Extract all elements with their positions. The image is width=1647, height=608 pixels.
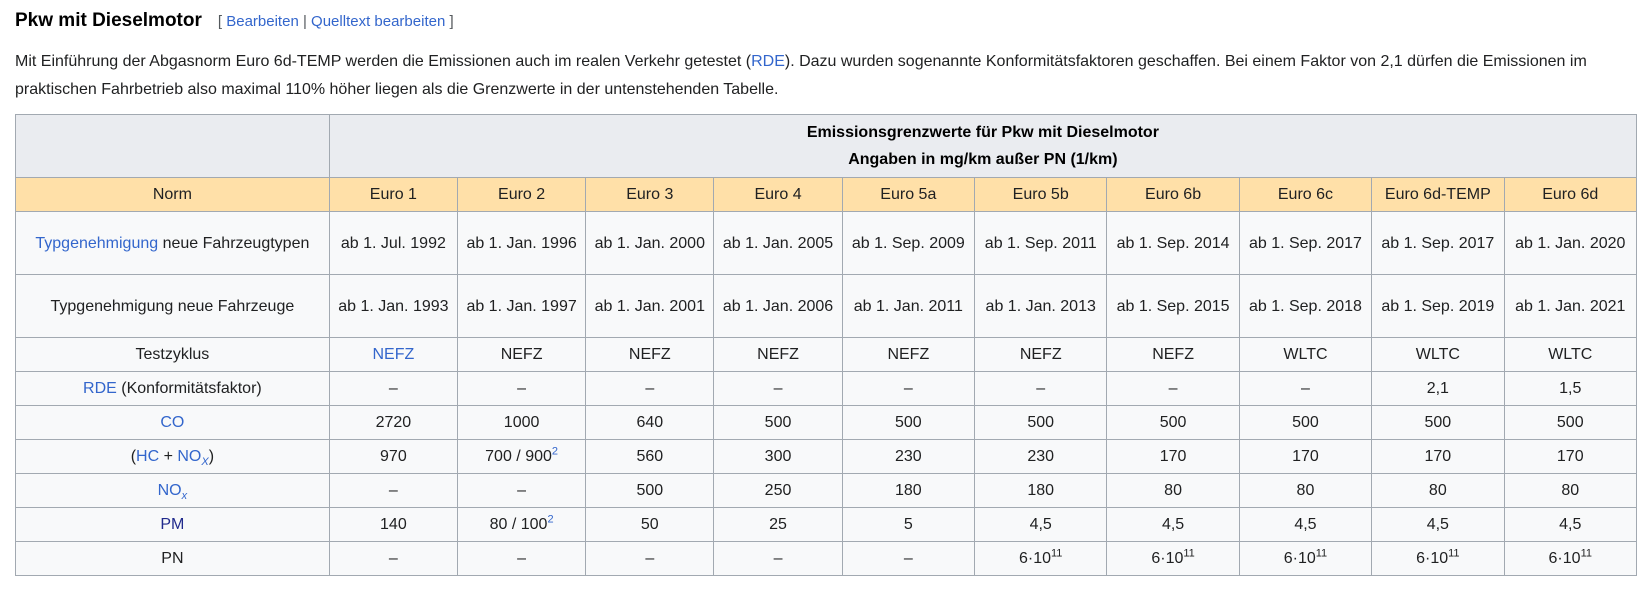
- caption-line-2: Angaben in mg/km außer PN (1/km): [848, 151, 1118, 168]
- table-cell: 500: [1372, 406, 1504, 440]
- paren-close: ): [208, 448, 215, 465]
- row-label-pm: [16, 508, 330, 542]
- co-link[interactable]: CO: [160, 414, 185, 431]
- edit-bracket-open: [: [217, 13, 223, 30]
- table-cell: 500: [1239, 406, 1371, 440]
- paren-open: (: [130, 448, 137, 465]
- header-euro-5a: Euro 5a: [842, 178, 974, 212]
- table-cell: –: [842, 372, 974, 406]
- footnote-2-link[interactable]: 2: [547, 513, 554, 526]
- table-cell: ab 1. Sep. 2017: [1372, 212, 1504, 275]
- header-euro-6c: Euro 6c: [1239, 178, 1371, 212]
- row-label-typ-vehicles: Typgenehmigung neue Fahrzeuge: [16, 275, 330, 338]
- nefz-link[interactable]: NEFZ: [372, 346, 415, 363]
- nox-subscript: X: [201, 456, 209, 469]
- cell-value: 6·10: [1151, 550, 1184, 567]
- intro-paragraph: [15, 48, 1632, 104]
- table-cell: 80: [1504, 474, 1636, 508]
- table-cell: 170: [1504, 440, 1636, 474]
- table-row-hc-nox: [16, 440, 1637, 474]
- table-cell: 140: [329, 508, 457, 542]
- table-cell: NEFZ: [975, 338, 1107, 372]
- table-cell: ab 1. Sep. 2014: [1107, 212, 1239, 275]
- table-cell: ab 1. Sep. 2009: [842, 212, 974, 275]
- rde-row-link[interactable]: RDE: [83, 380, 117, 397]
- row-label-norm: Norm: [16, 178, 330, 212]
- table-cell: 500: [714, 406, 842, 440]
- table-cell: 500: [586, 474, 714, 508]
- nox-link[interactable]: [177, 448, 209, 469]
- row-label-pn: PN: [16, 542, 330, 576]
- table-cell: 25: [714, 508, 842, 542]
- header-euro-5b: Euro 5b: [975, 178, 1107, 212]
- edit-bracket-close: ]: [449, 13, 454, 30]
- table-cell: [1372, 542, 1504, 576]
- nox-text: NO: [177, 448, 202, 465]
- exponent: 11: [1315, 547, 1328, 560]
- table-cell: 1000: [457, 406, 585, 440]
- table-cell: –: [1239, 372, 1371, 406]
- table-cell: –: [586, 372, 714, 406]
- table-cell: –: [714, 542, 842, 576]
- cell-value: 700 / 900: [485, 448, 552, 465]
- table-cell: [1239, 542, 1371, 576]
- table-cell: 640: [586, 406, 714, 440]
- table-cell: 80: [1239, 474, 1371, 508]
- table-cell: NEFZ: [457, 338, 585, 372]
- section-heading-row: [15, 10, 1632, 42]
- table-cell: ab 1. Jan. 2005: [714, 212, 842, 275]
- table-cell: 250: [714, 474, 842, 508]
- row-label-hc-nox: [16, 440, 330, 474]
- pm-link[interactable]: PM: [160, 516, 185, 533]
- cell-value: 80 / 100: [489, 516, 548, 533]
- table-cell: NEFZ: [842, 338, 974, 372]
- table-cell: [1504, 542, 1636, 576]
- table-cell: 180: [842, 474, 974, 508]
- table-row-typ-vehicles: [16, 275, 1637, 338]
- table-cell: 4,5: [1372, 508, 1504, 542]
- cell-value: 6·10: [1416, 550, 1449, 567]
- table-row-co: [16, 406, 1637, 440]
- table-cell: –: [457, 474, 585, 508]
- table-cell: 4,5: [1107, 508, 1239, 542]
- row-label-rde-text: (Konformitätsfaktor): [121, 380, 262, 397]
- table-cell: 4,5: [1239, 508, 1371, 542]
- table-cell: WLTC: [1504, 338, 1636, 372]
- table-cell: –: [457, 542, 585, 576]
- edit-separator: |: [302, 13, 307, 30]
- table-cell: ab 1. Jan. 2021: [1504, 275, 1636, 338]
- header-euro-6d: Euro 6d: [1504, 178, 1636, 212]
- caption-line-1: Emissionsgrenzwerte für Pkw mit Dieselmotor: [806, 124, 1159, 141]
- nox-row-subscript: x: [181, 490, 188, 503]
- table-cell: 2720: [329, 406, 457, 440]
- table-cell: ab 1. Jan. 1997: [457, 275, 585, 338]
- table-cell: ab 1. Jan. 2006: [714, 275, 842, 338]
- table-caption: [329, 115, 1636, 178]
- table-cell: 500: [1107, 406, 1239, 440]
- table-cell: –: [714, 372, 842, 406]
- exponent: 11: [1051, 547, 1063, 560]
- edit-source-link[interactable]: Quelltext bearbeiten: [311, 13, 446, 30]
- cell-value: 6·10: [1548, 550, 1581, 567]
- row-label-co: [16, 406, 330, 440]
- table-cell: –: [842, 542, 974, 576]
- row-label-typ-types: [16, 212, 330, 275]
- table-cell: 970: [329, 440, 457, 474]
- table-cell: ab 1. Jan. 2001: [586, 275, 714, 338]
- table-cell: NEFZ: [714, 338, 842, 372]
- footnote-2-link[interactable]: 2: [551, 445, 559, 458]
- table-cell: 230: [842, 440, 974, 474]
- table-cell: NEFZ: [586, 338, 714, 372]
- table-cell: –: [329, 474, 457, 508]
- plus-sign: +: [159, 448, 178, 465]
- table-cell: 170: [1107, 440, 1239, 474]
- emissions-table: [15, 114, 1637, 576]
- table-cell: ab 1. Sep. 2015: [1107, 275, 1239, 338]
- exponent: 11: [1183, 547, 1195, 560]
- header-euro-2: Euro 2: [457, 178, 585, 212]
- intro-text-2: ). Dazu wurden sogenannte Konformitätsfaktoren geschaffen. Bei einem Faktor von 2,1 dürfen die Emissionen im praktischen Fahrbetrieb also maximal 110% höher liegen als die Grenzwerte in der untenstehenden Tabelle.: [15, 53, 1587, 98]
- header-euro-1: Euro 1: [329, 178, 457, 212]
- table-cell: 80: [1372, 474, 1504, 508]
- edit-links: [218, 13, 454, 30]
- table-cell: 50: [586, 508, 714, 542]
- table-cell: ab 1. Jan. 2020: [1504, 212, 1636, 275]
- table-cell: –: [457, 372, 585, 406]
- table-cell: 5: [842, 508, 974, 542]
- exponent: 11: [1580, 547, 1592, 560]
- table-cell: –: [975, 372, 1107, 406]
- table-row-pm: [16, 508, 1637, 542]
- table-cell: ab 1. Jan. 1993: [329, 275, 457, 338]
- table-cell: [457, 440, 585, 474]
- table-cell: WLTC: [1372, 338, 1504, 372]
- table-cell: ab 1. Jan. 2011: [842, 275, 974, 338]
- table-cell: 2,1: [1372, 372, 1504, 406]
- table-cell: [1107, 542, 1239, 576]
- table-cell: ab 1. Sep. 2011: [975, 212, 1107, 275]
- table-cell: 170: [1372, 440, 1504, 474]
- norm-header-row: [16, 178, 1637, 212]
- table-cell: 170: [1239, 440, 1371, 474]
- table-cell: ab 1. Jan. 2000: [586, 212, 714, 275]
- table-row-pn: [16, 542, 1637, 576]
- row-label-testzyklus: Testzyklus: [16, 338, 330, 372]
- exponent: 11: [1448, 547, 1460, 560]
- header-euro-4: Euro 4: [714, 178, 842, 212]
- table-cell: 4,5: [1504, 508, 1636, 542]
- row-label-nox: [16, 474, 330, 508]
- table-cell: ab 1. Jul. 1992: [329, 212, 457, 275]
- header-euro-6b: Euro 6b: [1107, 178, 1239, 212]
- table-row-rde: [16, 372, 1637, 406]
- section-title: Pkw mit Dieselmotor: [15, 10, 202, 31]
- table-cell: 500: [1504, 406, 1636, 440]
- caption-blank-cell: [16, 115, 330, 178]
- table-cell: 80: [1107, 474, 1239, 508]
- table-row-testzyklus: [16, 338, 1637, 372]
- table-cell: ab 1. Sep. 2019: [1372, 275, 1504, 338]
- table-cell: ab 1. Jan. 2013: [975, 275, 1107, 338]
- hc-link[interactable]: HC: [136, 448, 160, 465]
- row-label-typ-types-text: neue Fahrzeugtypen: [162, 234, 310, 252]
- table-cell: ab 1. Sep. 2018: [1239, 275, 1371, 338]
- table-cell: NEFZ: [1107, 338, 1239, 372]
- table-row-nox: [16, 474, 1637, 508]
- table-cell: [329, 338, 457, 372]
- row-label-rde: [16, 372, 330, 406]
- intro-text-1: Mit Einführung der Abgasnorm Euro 6d-TEMP werden die Emissionen auch im realen Verkehr getestet (: [15, 53, 752, 70]
- header-euro-3: Euro 3: [586, 178, 714, 212]
- table-cell: 500: [975, 406, 1107, 440]
- table-cell: 4,5: [975, 508, 1107, 542]
- table-cell: ab 1. Jan. 1996: [457, 212, 585, 275]
- table-caption-row: [16, 115, 1637, 178]
- table-cell: 1,5: [1504, 372, 1636, 406]
- header-euro-6d-temp: Euro 6d-TEMP: [1372, 178, 1504, 212]
- table-cell: ab 1. Sep. 2017: [1239, 212, 1371, 275]
- table-cell: 300: [714, 440, 842, 474]
- typgenehmigung-link[interactable]: Typgenehmigung: [35, 234, 159, 252]
- edit-link[interactable]: Bearbeiten: [226, 13, 299, 30]
- table-cell: 500: [842, 406, 974, 440]
- table-row-typ-types: [16, 212, 1637, 275]
- table-cell: –: [329, 372, 457, 406]
- rde-link[interactable]: RDE: [751, 53, 785, 70]
- table-cell: –: [1107, 372, 1239, 406]
- table-cell: WLTC: [1239, 338, 1371, 372]
- table-cell: –: [329, 542, 457, 576]
- table-cell: 230: [975, 440, 1107, 474]
- cell-value: 6·10: [1283, 550, 1316, 567]
- table-cell: 560: [586, 440, 714, 474]
- table-cell: 180: [975, 474, 1107, 508]
- nox-row-text: NO: [157, 482, 182, 499]
- table-cell: [457, 508, 585, 542]
- table-cell: [975, 542, 1107, 576]
- nox-row-link[interactable]: [157, 482, 188, 503]
- cell-value: 6·10: [1018, 550, 1051, 567]
- table-cell: –: [586, 542, 714, 576]
